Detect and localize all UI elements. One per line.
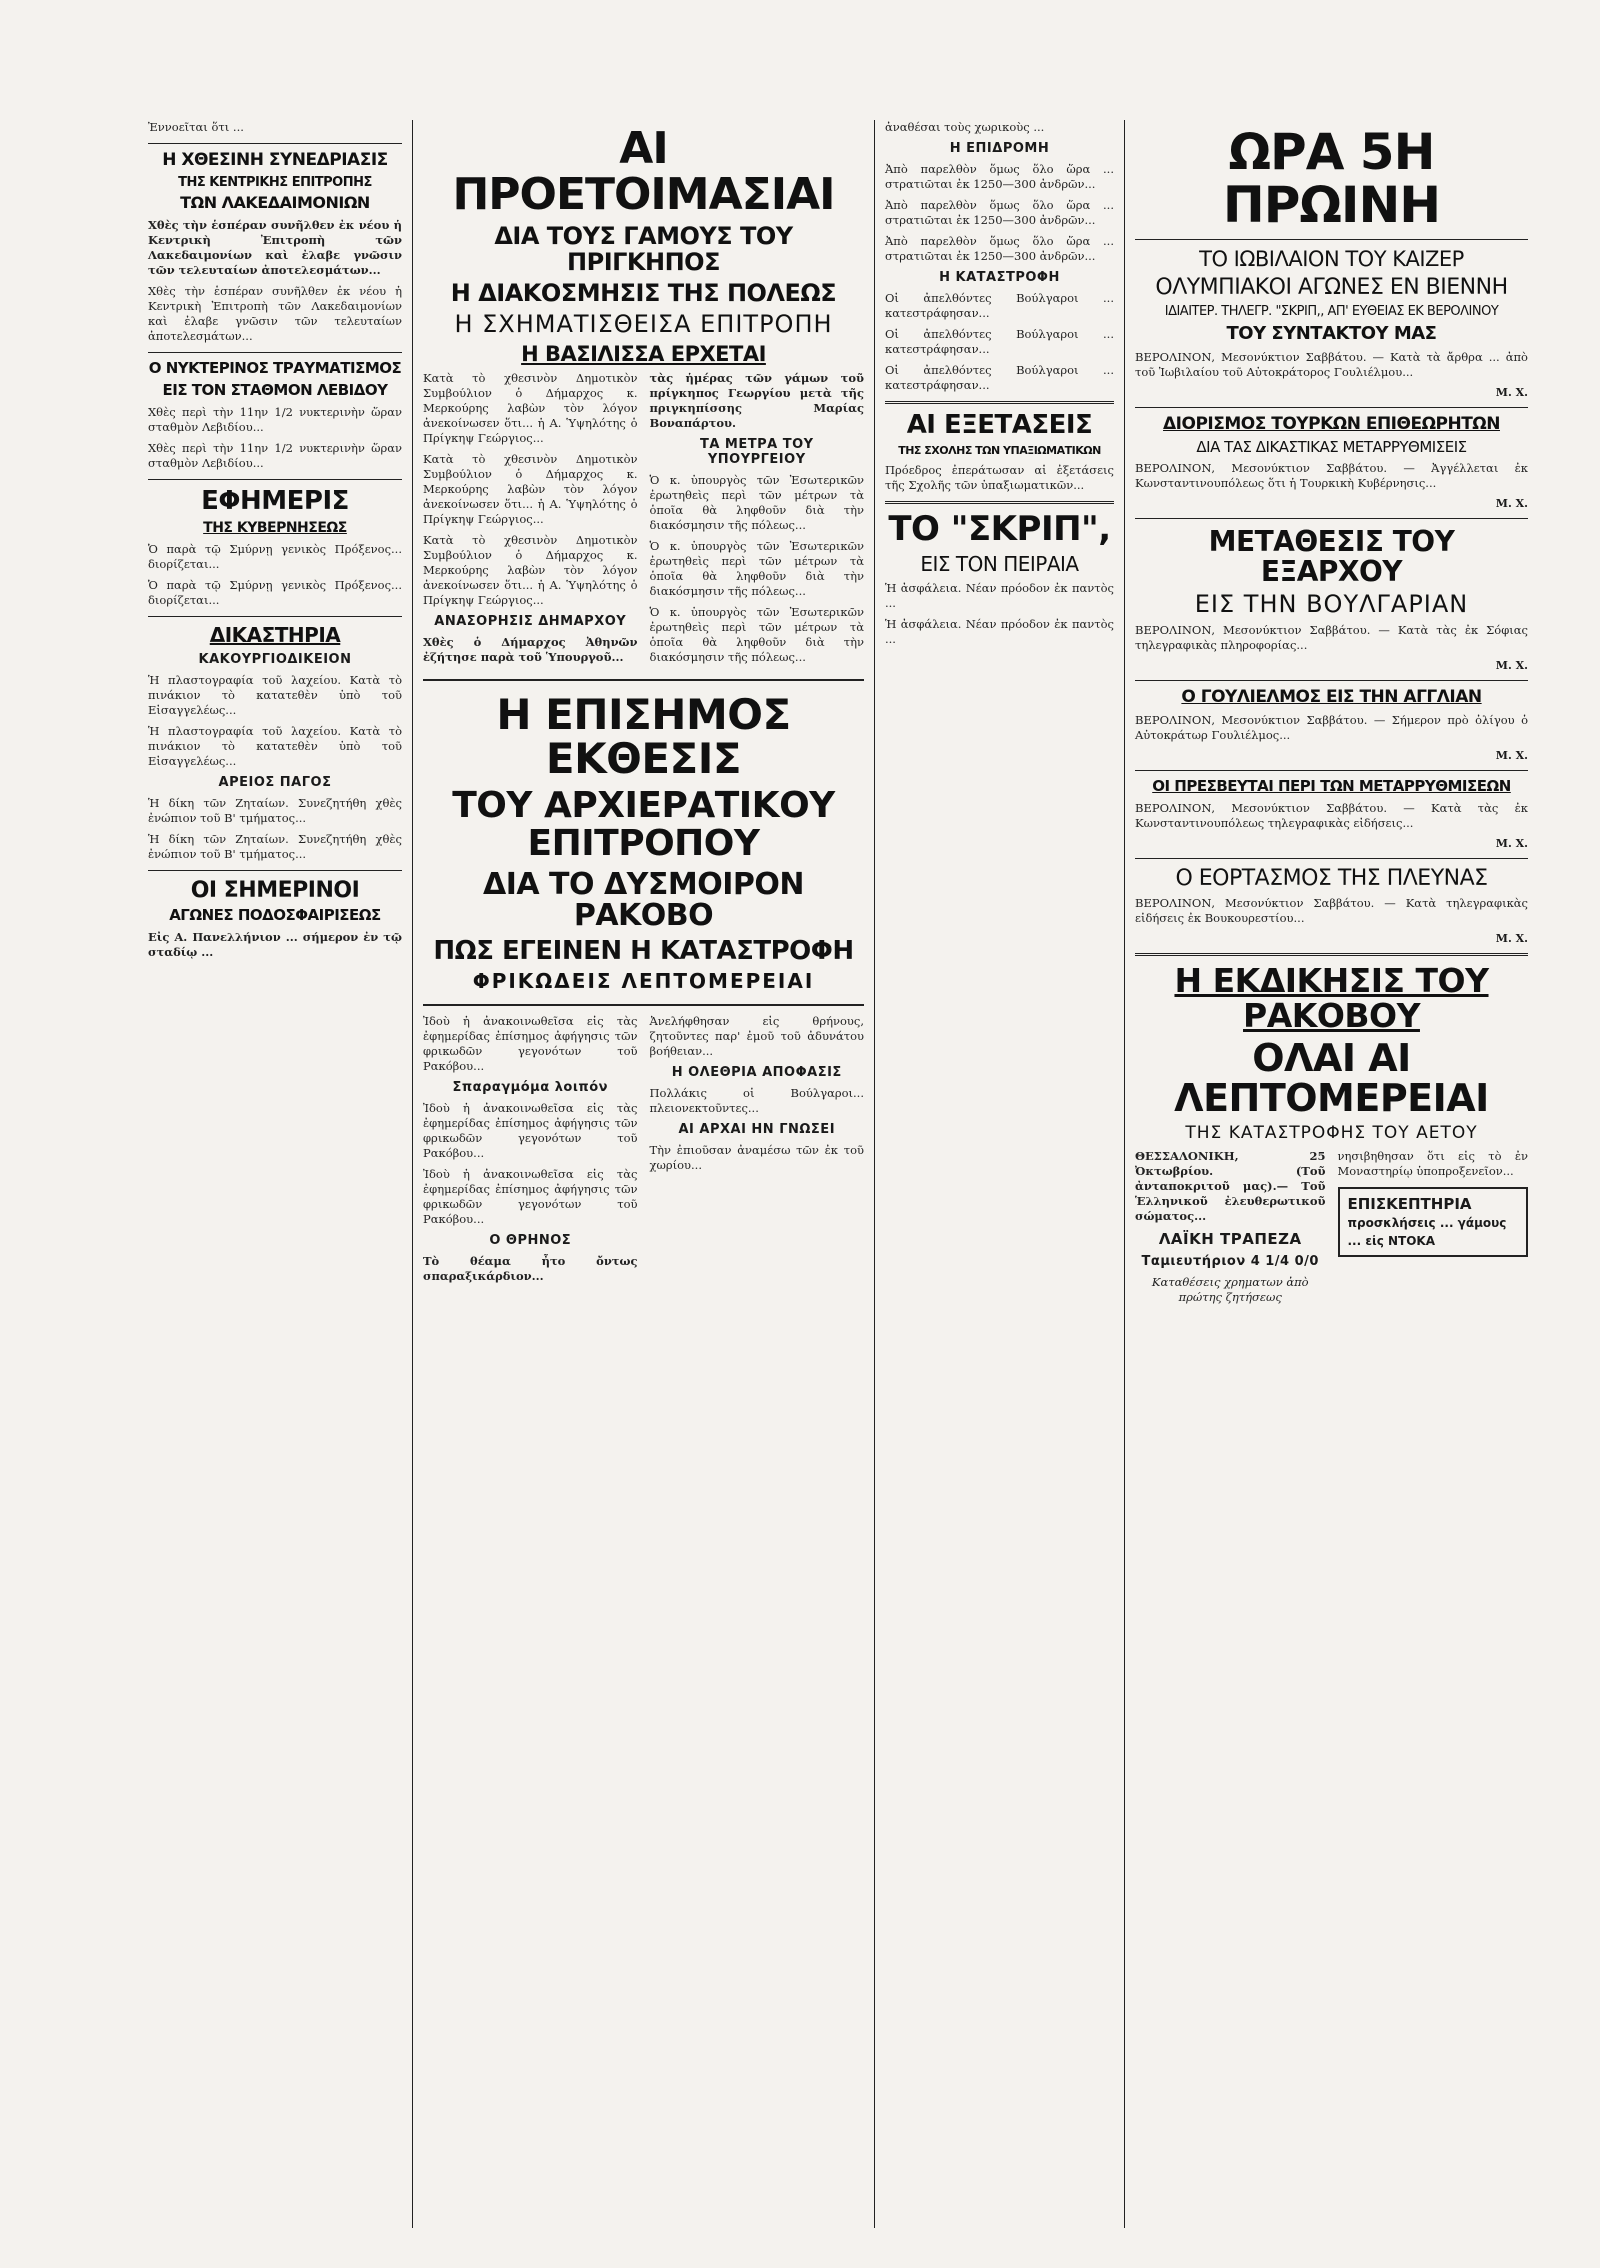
article-threnos: Τὸ θέαμα ἦτο ὄντως σπαραξικάρδιον... — [423, 1254, 638, 1284]
subhead-eagle: ΤΗΣ ΚΑΤΑΣΤΡΟΦΗΣ ΤΟΥ ΑΕΤΟΥ — [1185, 1122, 1478, 1143]
article-decision: Πολλάκις οἱ Βούλγαροι... πλειονεκτοῦντες... — [649, 1086, 864, 1116]
article-skrip-cont: Ἡ ἀσφάλεια. Νέαν πρόοδον ἐκ παντὸς ... — [885, 616, 1114, 646]
subhead-direct: ΙΔΙΑΙΤΕΡ. ΤΗΛΕΓΡ. "ΣΚΡΙΠ,, ΑΠ' ΕΥΘΕΙΑΣ ΕΚ ΒΕΡΟΛΙΝΟΥ — [1164, 304, 1499, 320]
subhead-areios: ΑΡΕΙΟΣ ΠΑΓΟΣ — [218, 774, 332, 790]
article-football: Εἰς Α. Πανελλήνιον ... σήμερον ἐν τῷ σταδίῳ ... — [148, 929, 402, 959]
subhead-wedding: ΔΙΑ ΤΟΥΣ ΓΑΜΟΥΣ ΤΟΥ ΠΡΙΓΚΗΠΟΣ — [494, 222, 793, 276]
headline-plevna: Ο ΕΟΡΤΑΣΜΟΣ ΤΗΣ ΠΛΕΥΝΑΣ — [1175, 865, 1488, 891]
subhead-measures: ΤΑ ΜΕΤΡΑ ΤΟΥ ΥΠΟΥΡΓΕΙΟΥ — [699, 437, 814, 468]
subhead-committee: Η ΣΧΗΜΑΤΙΣΘΕΙΣΑ ΕΠΙΤΡΟΠΗ — [454, 309, 833, 338]
article-top: ἀναθέσαι τοὺς χωρικοὺς ... — [885, 120, 1045, 134]
column-3 — [875, 120, 1125, 2228]
article-gazette-cont: Ὁ παρὰ τῷ Σμύρνῃ γενικὸς Πρόξενος... διορίζεται... — [148, 577, 402, 607]
column-1 — [138, 120, 413, 2228]
column-4 — [1125, 120, 1538, 2228]
subhead-olympic: ΟΛΥΜΠΙΑΚΟΙ ΑΓΩΝΕΣ ΕΝ ΒΙΕΝΝΗ — [1155, 275, 1508, 301]
headline-courts: ΔΙΚΑΣΤΗΡΙΑ — [209, 622, 341, 647]
article-appoint: ΒΕΡΟΛΙΝΟΝ, Μεσονύκτιον Σαββάτου. — Ἀγγέλλεται ἐκ Κωνσταντινουπόλεως ὅτι ἡ Τουρκικὴ Κυβέρνησις... — [1135, 461, 1528, 491]
signature-2: Μ. Χ. — [1495, 497, 1528, 511]
rakovo-report-header — [423, 679, 864, 1006]
headline-revenge: Η ΕΚΔΙΚΗΣΙΣ ΤΟΥ ΡΑΚΟΒΟΥ — [1174, 960, 1489, 1035]
ad-tailor-title: ΕΠΙΣΚΕΠΤΗΡΙΑ — [1347, 1194, 1472, 1213]
subhead-football: ΑΓΩΝΕΣ ΠΟΔΟΣΦΑΙΡΙΣΕΩΣ — [169, 905, 381, 924]
headline-report: Η ΕΠΙΣΗΜΟΣ ΕΚΘΕΣΙΣ — [496, 690, 791, 784]
article-courts-cont: Ἡ πλαστογραφία τοῦ λαχείου. Κατὰ τὸ πινάκιον τὸ κατατεθὲν ὑπὸ τοῦ Εἰσαγγελέως... — [148, 723, 402, 768]
article-attack: Ἀπὸ παρελθὸν ὅμως ὅλο ὥρα ... στρατιῶται ἐκ 1250—300 ἀνδρῶν... — [885, 162, 1114, 191]
subhead-criminal: ΚΑΚΟΥΡΓΙΟΔΙΚΕΙΟΝ — [198, 651, 352, 667]
article-catastrophe-cont: Οἱ ἀπελθόντες Βούλγαροι ... κατεστράφησαν... — [885, 327, 1114, 356]
headline-transfer: ΜΕΤΑΘΕΣΙΣ ΤΟΥ ΕΞΑΡΧΟΥ — [1208, 525, 1455, 588]
headline-yesterday: Η ΧΘΕΣΙΝΗ ΣΥΝΕΔΡΙΑΣΙΣ — [162, 150, 388, 170]
headline-appoint: ΔΙΟΡΙΣΜΟΣ ΤΟΥΡΚΩΝ ΕΠΙΘΕΩΡΗΤΩΝ — [1163, 413, 1500, 434]
ad-bank-title: ΛΑΪΚΗ ΤΡΑΠΕΖΑ — [1158, 1229, 1302, 1248]
subhead-scene: Σπαραγμόμα λοιπόν — [452, 1080, 608, 1096]
article-jubilee: ΒΕΡΟΛΙΝΟΝ, Μεσονύκτιον Σαββάτου. — Κατὰ τὰ ἄρθρα ... ἀπὸ τοῦ Ἰωβιλαίου τοῦ Αὐτοκράτορος Γουλιέλμου... — [1135, 349, 1528, 379]
article-report: Ἰδοὺ ἡ ἀνακοινωθεῖσα εἰς τὰς ἐφημερίδας ἐπίσημος ἀφήγησις τῶν φρικωδῶν γεγονότων τοῦ Ρακόβου... — [423, 1014, 638, 1074]
article-report-cont2: Ἰδοὺ ἡ ἀνακοινωθεῖσα εἰς τὰς ἐφημερίδας ἐπίσημος ἀφήγησις τῶν φρικωδῶν γεγονότων τοῦ Ρακόβου... — [423, 1167, 638, 1227]
article-transfer: ΒΕΡΟΛΙΝΟΝ, Μεσονύκτιον Σαββάτου. — Κατὰ τὰς ἐκ Σόφιας τηλεγραφικὰς πληροφορίας... — [1135, 623, 1528, 653]
subhead-reforms: ΔΙΑ ΤΑΣ ΔΙΚΑΣΤΙΚΑΣ ΜΕΤΑΡΡΥΘΜΙΣΕΙΣ — [1196, 437, 1467, 456]
subhead-editor: ΤΟΥ ΣΥΝΤΑΚΤΟΥ ΜΑΣ — [1226, 322, 1437, 344]
subhead-rakovo: ΔΙΑ ΤΟ ΔΥΣΜΟΙΡΟΝ ΡΑΚΟΒΟ — [482, 866, 804, 934]
headline-gazette: ΕΦΗΜΕΡΙΣ — [201, 485, 349, 516]
article-meeting-cont: Χθὲς τὴν ἑσπέραν συνῆλθεν ἐκ νέου ἡ Κεντρικὴ Ἐπιτροπὴ τῶν Λακεδαιμονίων καὶ ἐλαβε γνῶσιν τῶν τελευταίων ἀποτελεσμάτων... — [148, 284, 402, 344]
subhead-decision: Η ΟΛΕΘΡΙΑ ΑΠΟΦΑΣΙΣ — [671, 1065, 842, 1081]
subhead-jubilee: ΤΟ ΙΩΒΙΛΑΙΟΝ ΤΟΥ ΚΑΙΖΕΡ — [1199, 247, 1464, 271]
ad-bank-rate: Ταμιευτήριον 4 1/4 0/0 — [1141, 1253, 1319, 1269]
subhead-how: ΠΩΣ ΕΓΕΙΝΕΝ Η ΚΑΤΑΣΤΡΟΦΗ — [433, 935, 854, 966]
headline-skrip: ΤΟ "ΣΚΡΙΠ", — [888, 508, 1111, 549]
article-wedding-days: τὰς ἡμέρας τῶν γάμων τοῦ πρίγκηπος Γεωργίου μετὰ τῆς πριγκηπίσσης Μαρίας Βοναπάρτου. — [649, 371, 864, 431]
ad-bank-text: Καταθέσεις χρηματων ἀπὸ πρώτης ζητήσεως — [1151, 1274, 1309, 1304]
subhead-station: ΕΙΣ ΤΟΝ ΣΤΑΘΜΟΝ ΛΕΒΙΔΟΥ — [162, 381, 388, 400]
article-attack-cont: Ἀπὸ παρελθὸν ὅμως ὅλο ὥρα ... στρατιῶται ἐκ 1250—300 ἀνδρῶν... — [885, 198, 1114, 227]
article-council-cont2: Κατὰ τὸ χθεσινὸν Δημοτικὸν Συμβούλιον ὁ Δήμαρχος κ. Μερκούρης λαβὼν τὸν λόγον ἀνεκοίνωσεν ὅτι... ἡ Α. Ὑψηλότης ὁ Πρίγκηψ Γεώργιος... — [423, 533, 638, 608]
article-revenge: ΘΕΣΣΑΛΟΝΙΚΗ, 25 Ὀκτωβρίου. (Τοῦ ἀνταποκριτοῦ μας).— Τοῦ Ἑλληνικοῦ ἐλευθερωτικοῦ σώματος... — [1135, 1148, 1326, 1223]
subhead-attack: Η ΕΠΙΔΡΟΜΗ — [949, 141, 1050, 156]
ad-tailor — [1338, 1187, 1529, 1257]
article-wounding-cont: Χθὲς περὶ τὴν 11ην 1/2 νυκτερινὴν ὥραν σταθμὸν Λεβιδίου... — [148, 440, 402, 470]
signature-6: Μ. Χ. — [1495, 931, 1528, 945]
subhead-mayor: ΑΝΑΣΟΡΗΣΙΣ ΔΗΜΑΡΧΟΥ — [434, 614, 627, 630]
article-catastrophe-cont2: Οἱ ἀπελθόντες Βούλγαροι ... κατεστράφησαν... — [885, 363, 1114, 392]
article-attack-cont2: Ἀπὸ παρελθὸν ὅμως ὅλο ὥρα ... στρατιῶται ἐκ 1250—300 ἀνδρῶν... — [885, 234, 1114, 263]
signature-3: Μ. Χ. — [1495, 659, 1528, 673]
headline-today: ΟΙ ΣΗΜΕΡΙΝΟΙ — [190, 877, 360, 903]
subhead-laconians: ΤΩΝ ΛΑΚΕΔΑΙΜΟΝΙΩΝ — [180, 193, 370, 213]
subhead-archbishop: ΤΟΥ ΑΡΧΙΕΡΑΤΙΚΟΥ ΕΠΙΤΡΟΠΟΥ — [452, 785, 835, 865]
article-council-cont: Κατὰ τὸ χθεσινὸν Δημοτικὸν Συμβούλιον ὁ Δήμαρχος κ. Μερκούρης λαβὼν τὸν λόγον ἀνεκοίνωσεν ὅτι... ἡ Α. Ὑψηλότης ὁ Πρίγκηψ Γεώργιος... — [423, 452, 638, 527]
article-meeting: Χθὲς τὴν ἑσπέραν συνῆλθεν ἐκ νέου ἡ Κεντρικὴ Ἐπιτροπὴ τῶν Λακεδαιμονίων καὶ ἐλαβε γνῶσιν τῶν τελευταίων ἀποτελεσμάτων... — [148, 218, 402, 278]
subhead-bulgaria: ΕΙΣ ΤΗΝ ΒΟΥΛΓΑΡΙΑΝ — [1194, 590, 1469, 619]
subhead-government: ΤΗΣ ΚΥΒΕΡΝΗΣΕΩΣ — [203, 520, 347, 537]
headline-hour: ΩΡΑ 5Η ΠΡΩΙΝΗ — [1222, 123, 1441, 234]
signature-4: Μ. Χ. — [1495, 749, 1528, 763]
headline-preparations: ΑΙ ΠΡΟΕΤΟΙΜΑΣΙΑΙ — [452, 123, 835, 221]
column-2 — [413, 120, 875, 2228]
headline-wounding: Ο ΝΥΚΤΕΡΙΝΟΣ ΤΡΑΥΜΑΤΙΣΜΟΣ — [148, 359, 402, 378]
article-revenge-right: νησιβηθησαν ὅτι εἰς τὸ ἐν Μοναστηρίῳ ὑποπροξενεῖον... — [1337, 1148, 1528, 1178]
article-report-mid: Ἀνελήφθησαν εἰς θρήνους, ζητοῦντες παρ' ἐμοῦ τοῦ ἀδυνάτου βοήθειαν... — [649, 1014, 864, 1059]
article-skrip: Ἡ ἀσφάλεια. Νέαν πρόοδον ἐκ παντὸς ... — [885, 580, 1114, 610]
subhead-catastrophe: Η ΚΑΤΑΣΤΡΟΦΗ — [939, 270, 1060, 285]
article-areios: Ἡ δίκη τῶν Ζηταίων. Συνεζητήθη χθὲς ἐνώπιον τοῦ Β' τμήματος... — [148, 795, 402, 825]
headline-exams: ΑΙ ΕΞΕΤΑΣΕΙΣ — [906, 410, 1093, 440]
article-wounding: Χθὲς περὶ τὴν 11ην 1/2 νυκτερινὴν ὥραν σταθμὸν Λεβιδίου... — [148, 404, 402, 434]
subhead-committee: ΤΗΣ ΚΕΝΤΡΙΚΗΣ ΕΠΙΤΡΟΠΗΣ — [178, 174, 372, 190]
article-report-cont: Ἰδοὺ ἡ ἀνακοινωθεῖσα εἰς τὰς ἐφημερίδας ἐπίσημος ἀφήγησις τῶν φρικωδῶν γεγονότων τοῦ Ρακόβου... — [423, 1101, 638, 1161]
article-council: Κατὰ τὸ χθεσινὸν Δημοτικὸν Συμβούλιον ὁ Δήμαρχος κ. Μερκούρης λαβὼν τὸν λόγον ἀνεκοίνωσεν ὅτι... ἡ Α. Ὑψηλότης ὁ Πρίγκηψ Γεώργιος... — [423, 371, 638, 446]
article-catastrophe: Οἱ ἀπελθόντες Βούλγαροι ... κατεστράφησαν... — [885, 291, 1114, 320]
article-william: ΒΕΡΟΛΙΝΟΝ, Μεσονύκτιον Σαββάτου. — Σήμερον πρὸ ὀλίγου ὁ Αὐτοκράτωρ Γουλιέλμος... — [1135, 713, 1528, 743]
signature-1: Μ. Χ. — [1495, 385, 1528, 399]
article-plevna: ΒΕΡΟΛΙΝΟΝ, Μεσονύκτιον Σαββάτου. — Κατὰ τηλεγραφικὰς εἰδήσεις ἐκ Βουκουρεστίου... — [1135, 895, 1528, 925]
subhead-horrid: ΦΡΙΚΩΔΕΙΣ ΛΕΠΤΟΜΕΡΕΙΑΙ — [472, 969, 815, 994]
article-measures-cont: Ὁ κ. ὑπουργὸς τῶν Ἐσωτερικῶν ἐρωτηθεὶς περὶ τῶν μέτρων τὰ ὁποῖα θὰ ληφθοῦν διὰ τὴν διακόσμησιν τῆς πόλεως... — [649, 539, 864, 599]
article-intro: Ἐννοεῖται ὅτι ... — [148, 120, 244, 134]
article-mayor: Χθὲς ὁ Δήμαρχος Ἀθηνῶν ἐζήτησε παρὰ τοῦ Ὑπουργοῦ... — [423, 635, 638, 665]
article-known: Τὴν ἐπιοῦσαν ἀναμέσω τῶν ἐκ τοῦ χωρίου... — [649, 1143, 864, 1173]
subhead-decoration: Η ΔΙΑΚΟΣΜΗΣΙΣ ΤΗΣ ΠΟΛΕΩΣ — [450, 278, 837, 307]
headline-william: Ο ΓΟΥΛΙΕΛΜΟΣ ΕΙΣ ΤΗΝ ΑΓΓΛΙΑΝ — [1181, 687, 1482, 708]
headline-ambassadors: ΟΙ ΠΡΕΣΒΕΥΤΑΙ ΠΕΡΙ ΤΩΝ ΜΕΤΑΡΡΥΘΜΙΣΕΩΝ — [1152, 777, 1511, 796]
article-courts: Ἡ πλαστογραφία τοῦ λαχείου. Κατὰ τὸ πινάκιον τὸ κατατεθὲν ὑπὸ τοῦ Εἰσαγγελέως... — [148, 672, 402, 717]
subhead-school: ΤΗΣ ΣΧΟΛΗΣ ΤΩΝ ΥΠΑΞΙΩΜΑΤΙΚΩΝ — [898, 444, 1101, 458]
article-exams: Πρόεδρος ἐπεράτωσαν αἱ ἐξετάσεις τῆς Σχολῆς τῶν ὑπαξιωματικῶν... — [885, 462, 1114, 492]
article-measures-cont2: Ὁ κ. ὑπουργὸς τῶν Ἐσωτερικῶν ἐρωτηθεὶς περὶ τῶν μέτρων τὰ ὁποῖα θὰ ληφθοῦν διὰ τὴν διακόσμησιν τῆς πόλεως... — [649, 605, 864, 665]
article-measures: Ὁ κ. ὑπουργὸς τῶν Ἐσωτερικῶν ἐρωτηθεὶς περὶ τῶν μέτρων τὰ ὁποῖα θὰ ληφθοῦν διὰ τὴν διακόσμησιν τῆς πόλεως... — [649, 473, 864, 533]
subhead-piraeus: ΕΙΣ ΤΟΝ ΠΕΙΡΑΙΑ — [920, 551, 1079, 576]
article-ambassadors: ΒΕΡΟΛΙΝΟΝ, Μεσονύκτιον Σαββάτου. — Κατὰ τὰς ἐκ Κωνσταντινουπόλεως τηλεγραφικὰς εἰδήσεις... — [1135, 800, 1528, 830]
signature-5: Μ. Χ. — [1495, 836, 1528, 850]
article-gazette: Ὁ παρὰ τῷ Σμύρνῃ γενικὸς Πρόξενος... διορίζεται... — [148, 541, 402, 571]
article-areios-cont: Ἡ δίκη τῶν Ζηταίων. Συνεζητήθη χθὲς ἐνώπιον τοῦ Β' τμήματος... — [148, 831, 402, 861]
subhead-threnos: Ο ΘΡΗΝΟΣ — [489, 1233, 572, 1249]
ad-tailor-text: προσκλήσεις ... γάμους ... εἰς ΝΤΟΚΑ — [1347, 1215, 1507, 1248]
subhead-queen: Η ΒΑΣΙΛΙΣΣΑ ΕΡΧΕΤΑΙ — [521, 342, 766, 367]
subhead-details: ΟΛΑΙ ΑΙ ΛΕΠΤΟΜΕΡΕΙΑΙ — [1174, 1036, 1489, 1121]
subhead-known: ΑΙ ΑΡΧΑΙ ΗΝ ΓΝΩΣΕΙ — [678, 1122, 836, 1138]
